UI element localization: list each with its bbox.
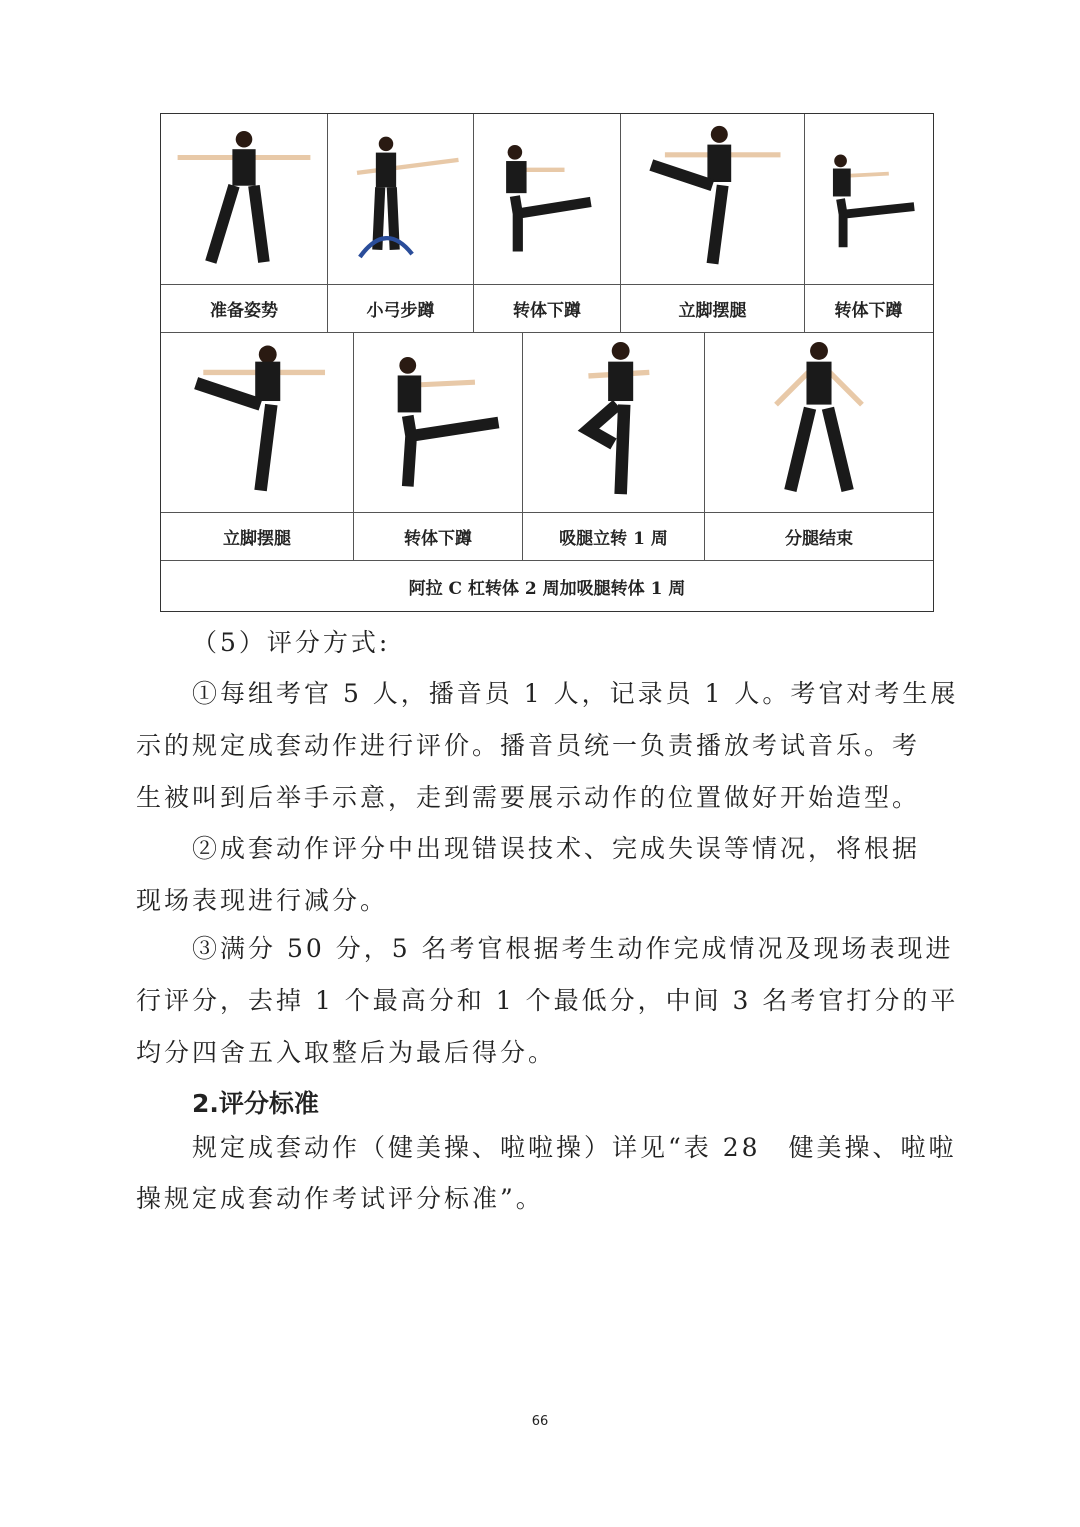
pose-label: 立脚摆腿	[161, 513, 354, 560]
pose-photo-split-finish	[705, 333, 933, 512]
dancer-figure-icon	[805, 114, 932, 284]
pose-photo-row-1	[161, 114, 933, 285]
dancer-figure-icon	[354, 333, 522, 512]
pose-label: 转体下蹲	[474, 285, 621, 332]
rotation-arrow-icon	[360, 238, 412, 257]
dancer-figure-icon	[523, 333, 704, 512]
paragraph-3-line-3: 均分四舍五入取整后为最后得分。	[136, 1038, 557, 1067]
pose-photo-row-2	[161, 333, 933, 513]
pose-label: 转体下蹲	[354, 513, 523, 560]
paragraph-1-line-1: ①每组考官 5 人，播音员 1 人，记录员 1 人。考官对考生展	[192, 679, 959, 708]
scoring-method-title: （5）评分方式:	[192, 628, 391, 657]
paragraph-3-line-1: ③满分 50 分，5 名考官根据考生动作完成情况及现场表现进	[192, 934, 954, 963]
dancer-figure-icon	[328, 114, 473, 284]
figure-caption-row	[161, 561, 933, 611]
dancer-figure-icon	[474, 114, 620, 284]
pose-photo-releve-swing	[621, 114, 805, 284]
paragraph-4-line-1: 规定成套动作（健美操、啦啦操）详见“表 28 健美操、啦啦	[192, 1133, 957, 1162]
pose-label-row-2	[161, 513, 933, 561]
pose-photo-small-lunge	[328, 114, 474, 284]
pose-photo-turn-squat	[474, 114, 621, 284]
paragraph-1-line-2: 示的规定成套动作进行评价。播音员统一负责播放考试音乐。考	[136, 731, 921, 760]
section-2-heading: 2.评分标准	[192, 1089, 319, 1118]
pose-label-row-1	[161, 285, 933, 333]
pose-photo-releve-swing-2	[161, 333, 354, 512]
pose-label: 转体下蹲	[834, 301, 903, 321]
pose-figure-table	[160, 113, 934, 612]
page-number: 66	[531, 1414, 549, 1429]
paragraph-2-line-2: 现场表现进行减分。	[136, 886, 389, 915]
pose-label: 小弓步蹲	[328, 285, 474, 332]
dancer-figure-icon	[621, 114, 804, 284]
pose-label: 立脚摆腿	[621, 285, 805, 332]
paragraph-3-line-2: 行评分，去掉 1 个最高分和 1 个最低分，中间 3 名考官打分的平	[136, 986, 959, 1015]
pose-label: 分腿结束	[785, 529, 853, 549]
paragraph-1-line-3: 生被叫到后举手示意，走到需要展示动作的位置做好开始造型。	[136, 783, 921, 812]
pose-photo-passe-turn	[523, 333, 705, 512]
dancer-figure-icon	[705, 333, 933, 512]
paragraph-4-line-2: 操规定成套动作考试评分标准”。	[136, 1184, 544, 1213]
pose-photo-ready	[161, 114, 328, 284]
paragraph-2-line-1: ②成套动作评分中出现错误技术、完成失误等情况，将根据	[192, 834, 921, 863]
pose-label: 吸腿立转 1 周	[523, 513, 705, 560]
figure-caption: 阿拉 C 杠转体 2 周加吸腿转体 1 周	[408, 578, 686, 599]
pose-label: 准备姿势	[161, 285, 328, 332]
pose-photo-turn-squat-2	[805, 114, 932, 284]
dancer-figure-icon	[161, 114, 327, 284]
dancer-figure-icon	[161, 333, 353, 512]
pose-photo-turn-squat-3	[354, 333, 523, 512]
